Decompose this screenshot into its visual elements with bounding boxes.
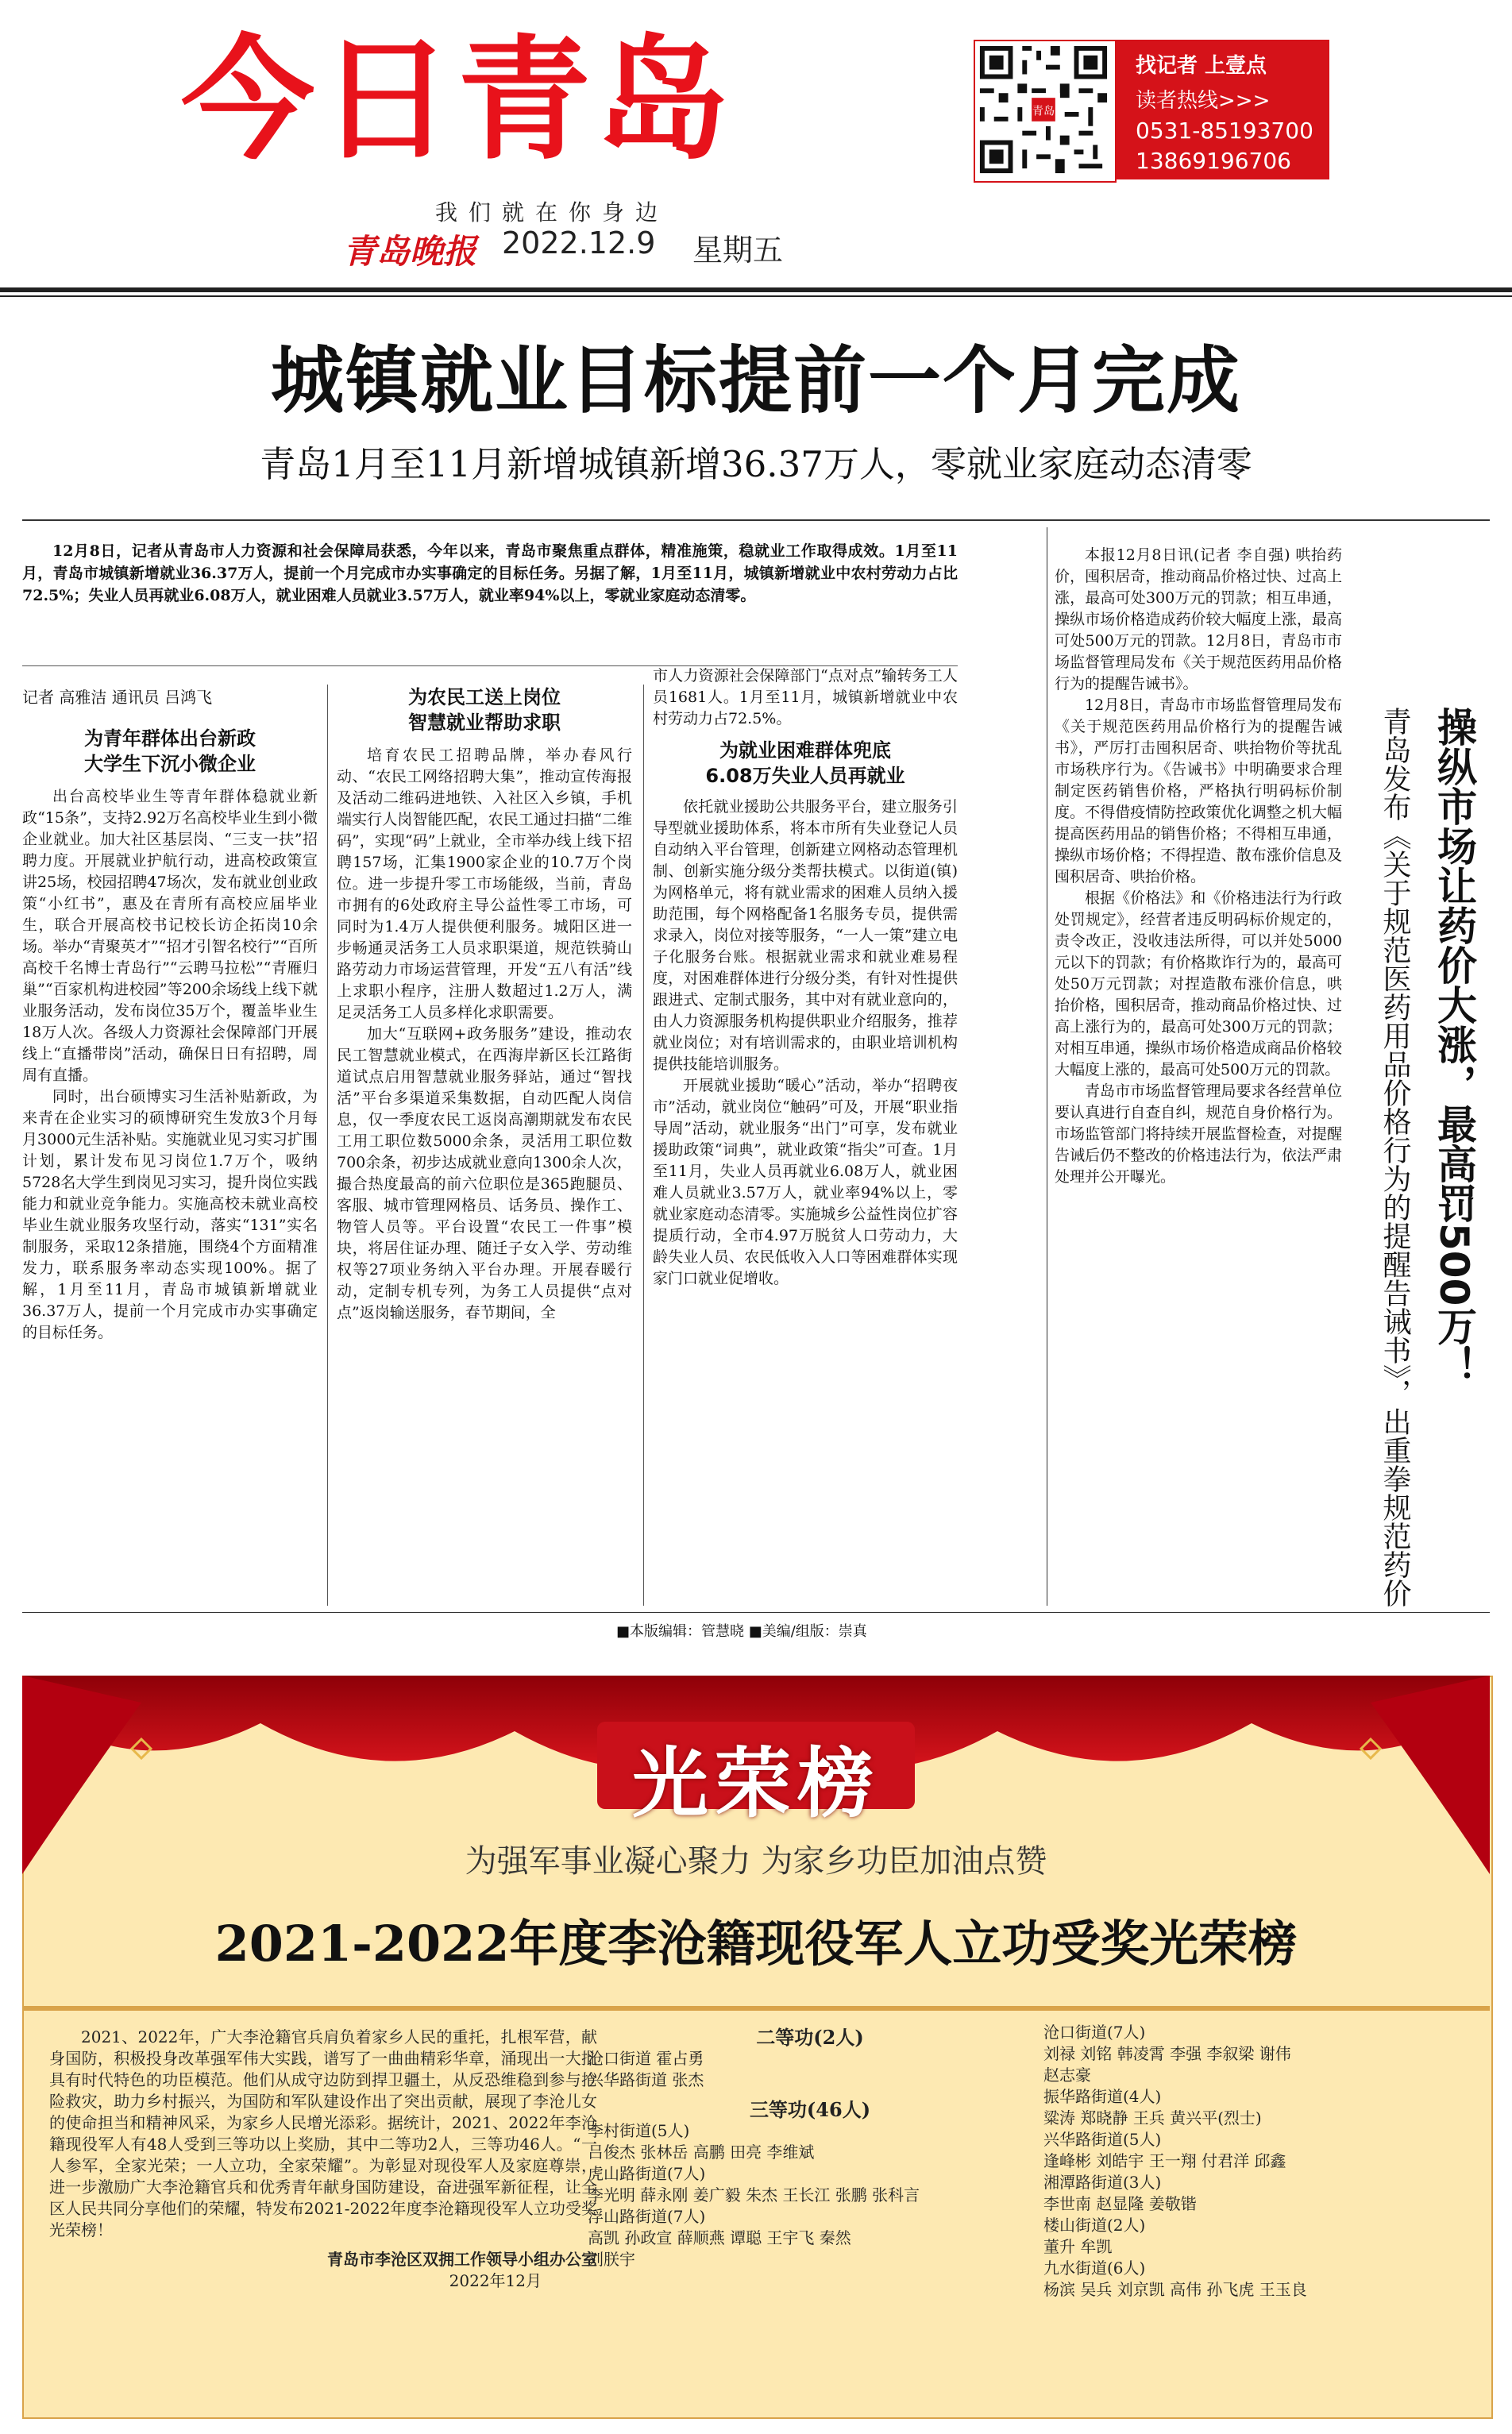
column-divider (643, 685, 644, 1606)
hotline-phone-1[interactable]: 0531-85193700 (1136, 118, 1313, 144)
column-divider (327, 685, 328, 1606)
honor-list-line: 振华路街道(4人) (1043, 2087, 1162, 2106)
footer-rule (22, 1612, 1490, 1613)
honor-list-line: 刘禄 刘铭 韩凌霄 李强 李叙梁 谢伟 (1043, 2044, 1291, 2063)
honor-roll-headline: 2021-2022年度李沧籍现役军人立功受奖光荣榜 (214, 1915, 1298, 1973)
article-subheadline: 青岛1月至11月新增城镇新增36.37万人，零就业家庭动态清零 (260, 443, 1252, 485)
side-paragraph: 青岛市市场监督管理局要求各经营单位要认真进行自查自纠，规范自身价格行为。市场监管部门将持续开展监督检查，对提醒告诫后仍不整改的价格违法行为，依法严肃处理并公开曝光。 (1055, 1082, 1342, 1186)
honor-list-line: 沧口街道(7人) (1043, 2023, 1146, 2042)
side-paragraph: 根据《价格法》和《价格违法行为行政处罚规定》，经营者违反明码标价规定的，责令改正，没收违法所得，可以并处5000元以下的罚款；有价格欺诈行为的，最高可处50万元罚款；对捏造散布涨价信息，哄抬价格，囤积居奇，推动商品价格过快、过高上涨行为的，最高可处300万元的罚款；对相互串通，操纵市场价格造成商品价格较大幅度上涨的，最高可处500万元的罚款。 (1055, 889, 1342, 1078)
hotline-box (1115, 40, 1329, 179)
qr-logo-text: 青岛 (1032, 105, 1055, 118)
masthead-rule (0, 287, 1512, 292)
honor-list-line: 杨滨 吴兵 刘京凯 高伟 孙飞虎 王玉良 (1043, 2280, 1307, 2299)
col1-paragraph: 出台高校毕业生等青年群体稳就业新政“15条”，支持2.92万名高校毕业生到小微企业就业。加大社区基层岗、“三支一扶”招聘力度。开展就业护航行动，进高校政策宣讲25场，校园招聘47场次，发布就业创业政策“小红书”，惠及在青所有高校应届毕业生，联合开展高校书记校长访企拓岗10余场。举办“青聚英才”“招才引智名校行”“百所高校千名博士青岛行”“云聘马拉松”“青雁归巢”“百家机构进校园”等200余场线上线下就业服务活动，发布岗位35万个，覆盖毕业生18万人次。各级人力资源社会保障部门开展线上“直播带岗”活动，确保日日有招聘，周周有直播。 (22, 788, 318, 1084)
qr-code-icon (975, 41, 1112, 178)
honor-issued-date: 2022年12月 (449, 2271, 542, 2290)
article-headline: 城镇就业目标提前一个月完成 (270, 338, 1241, 423)
honor-list-line: 浮山路街道(7人) (588, 2207, 706, 2226)
hotline-phone-2[interactable]: 13869196706 (1136, 148, 1291, 174)
col3-paragraph: 开展就业援助“暖心”活动，举办“招聘夜市”活动，就业岗位“触码”可及，开展“职业指导周”活动，就业服务“出门”可享，发布就业援助政策“词典”，就业政策“指尖”可查。1月至11月，失业人员再就业6.08万人，就业困难人员就业3.57万人，就业率94%以上，零就业家庭动态清零。实施城乡公益性岗位扩容提质行动，全市4.97万脱贫人口劳动力，大龄失业人员、农民低收入人口等困难群体实现家门口就业促增收。 (653, 1077, 958, 1287)
honor-list-line: 赵志豪 (1043, 2066, 1091, 2085)
col3-paragraph: 依托就业援助公共服务平台，建立服务引导型就业援助体系，将本市所有失业登记人员自动纳入平台管理，创新建立网格动态管理机制、创新实施分级分类帮扶模式。以街道(镇)为网格单元，将有就业需求的困难人员纳入援助范围，每个网格配备1名服务专员，提供需求录入，岗位对接等服务，“一人一策”建立电子化服务台账。根据就业需求和就业难易程度，对困难群体进行分级分类，有针对性提供跟进式、定制式服务，其中对有就业意向的，由人力资源服务机构提供职业介绍服务，推荐就业岗位；对有培训需求的，由职业培训机构提供技能培训服务。 (653, 798, 958, 1073)
col1-paragraph: 同时，出台硕博实习生活补贴新政，为来青在企业实习的硕博研究生发放3个月每月3000元生活补贴。实施就业见习实习扩围计划，累计发布见习岗位1.7万个，吸纳5728名大学生到岗见习实习，提升岗位实践能力和就业竞争能力。实施高校未就业高校毕业生就业服务攻坚行动，落实“131”实名制服务，采取12条措施，围绕4个方面精准发力，联系服务率动态实现100%。据了解，1月至11月，青岛市城镇新增就业36.37万人，提前一个月完成市办实事确定的目标任务。 (22, 1088, 318, 1341)
article-lead: 12月8日，记者从青岛市人力资源和社会保障局获悉，今年以来，青岛市聚焦重点群体，精准施策，稳就业工作取得成效。1月至11月，青岛市城镇新增就业36.37万人，提前一个月完成市办实事确定的目标任务。另据了解，1月至11月，城镇新增就业中农村劳动力占比72.5%；失业人员再就业6.08万人，就业困难人员就业3.57万人，就业率94%以上，零就业家庭动态清零。 (22, 542, 958, 604)
col3-paragraph: 市人力资源社会保障部门“点对点”输转务工人员1681人。1月至11月，城镇新增就业中农村劳动力占72.5%。 (653, 667, 958, 727)
col1-subhead-1: 为青年群体出台新政 (84, 727, 256, 750)
honor-rule (22, 2006, 1490, 2011)
col3-subhead-1: 为就业困难群体兜底 (719, 739, 891, 762)
honor-list-line: 刘朕宇 (588, 2250, 635, 2269)
side-article-headline: 操纵市场让药价大涨，最高罚500万！ (1431, 707, 1477, 1386)
hotline-slogan: 找记者 上壹点 (1136, 54, 1267, 78)
honor-list-line: 虎山路街道(7人) (588, 2164, 706, 2183)
side-paragraph: 本报12月8日讯(记者 李自强) 哄抬药价，囤积居奇，推动商品价格过快、过高上涨，最高可处300万元的罚款；相互串通，操纵市场价格造成药价较大幅度上涨，最高可处500万元的罚款。12月8日，青岛市市场监督管理局发布《关于规范医药用品价格行为的提醒告诫书》。 (1055, 546, 1342, 692)
honor-list-right (1043, 2022, 1472, 2301)
honor-list-line: 兴华路街道(5人) (1043, 2130, 1162, 2149)
honor-list-line: 湘潭路街道(3人) (1043, 2173, 1162, 2192)
side-paragraph: 12月8日，青岛市市场监督管理局发布《关于规范医药用品价格行为的提醒告诫书》，严厉打击囤积居奇、哄抬物价等扰乱市场秩序行为。《告诫书》中明确要求合理制定医药销售价格，严格执行明码标价制度。不得借疫情防控政策优化调整之机大幅提高医药用品的销售价格；不得相互串通，操纵市场价格；不得捏造、散布涨价信息及囤积居奇、哄抬价格。 (1055, 696, 1342, 885)
hotline-label: 读者热线>>> (1136, 89, 1271, 113)
masthead-date: 2022.12.9 (502, 226, 656, 260)
masthead-rule-thin (0, 295, 1512, 297)
article-byline: 记者 高雅洁 通讯员 吕鸿飞 (22, 688, 213, 707)
editor-credit: ■本版编辑：管慧晓 ■美编/组版：崇真 (616, 1623, 867, 1640)
honor-list-line: 粱涛 郑晓静 王兵 黄兴平(烈士) (1043, 2108, 1262, 2127)
col2-paragraph: 加大“互联网+政务服务”建设，推动农民工智慧就业模式，在西海岸新区长江路街道试点启用智慧就业服务驿站，通过“智找活”平台多渠道采集数据，自动匹配人岗信息，仅一季度农民工返岗高潮期就发布农民工用工职位数5000余条，灵活用工职位数700余条，初步达成就业意向1300余人次，撮合热度最高的前六位职位是365跑腿员、客服、城市管理网格员、话务员、操作工、物管人员等。平台设置“农民工一件事”模块，将居住证办理、随迁子女入学、劳动维权等27项业务纳入平台办理。开展春暖行动，定制专机专列，为务工人员提供“点对点”返岗输送服务，春节期间，全 (337, 1025, 632, 1321)
honor-list-line: 李村街道(5人) (588, 2121, 690, 2140)
masthead-weekday: 星期五 (692, 233, 784, 268)
col1-subhead-2: 大学生下沉小微企业 (84, 753, 256, 775)
honor-roll-slogan: 为强军事业凝心聚力 为家乡功臣加油点赞 (465, 1843, 1047, 1880)
third-class-title: 三等功(46人) (749, 2098, 871, 2121)
honor-list-line: 董升 牟凯 (1043, 2237, 1113, 2256)
honor-list-line: 高凯 孙政宣 薛顺燕 谭聪 王宇飞 秦然 (588, 2228, 851, 2247)
masthead-title: 今日青岛 (181, 22, 734, 178)
honor-list-line: 李光明 薛永刚 姜广毅 朱杰 王长江 张鹏 张科言 (588, 2185, 920, 2204)
honor-list-line: 吕俊杰 张林岳 高鹏 田亮 李维斌 (588, 2143, 815, 2162)
col2-subhead-1: 为农民工送上岗位 (408, 686, 561, 708)
honor-issuer: 青岛市李沧区双拥工作领导小组办公室 (327, 2250, 597, 2269)
honor-list-line: 沧口街道 霍占勇 (588, 2049, 704, 2068)
honor-list-line: 楼山街道(2人) (1043, 2216, 1146, 2235)
column-3 (653, 665, 958, 1290)
honor-list-line: 兴华路街道 张杰 (588, 2070, 704, 2089)
honor-list-line: 逢峰彬 刘皓宇 王一翔 付君洋 邱鑫 (1043, 2151, 1286, 2170)
honor-roll-title: 光荣榜 (632, 1739, 880, 1828)
col2-paragraph: 培育农民工招聘品牌，举办春风行动、“农民工网络招聘大集”，推动宣传海报及活动二维码进地铁、入社区入乡镇，手机端实行人岗智能匹配，农民工通过扫描“二维码”，实现“码”上就业，全市举办线上线下招聘157场，汇集1900家企业的10.7万个岗位。进一步提升零工市场能级，当前，青岛市拥有的6处政府主导公益性零工市场，可同时为1.4万人提供便利服务。城阳区进一步畅通灵活务工人员求职渠道，规范铁骑山路劳动力市场运营管理，开发“五八有活”线上求职小程序，注册人数超过1.2万人，满足灵活务工人员多样化求职需要。 (337, 746, 632, 1021)
masthead-slogan: 我们就在你身边 (435, 199, 669, 226)
honor-intro-text: 2021、2022年，广大李沧籍官兵肩负着家乡人民的重托，扎根军营，献身国防，积极投身改革强军伟大实践，谱写了一曲曲精彩华章，涌现出一大批具有时代特色的功臣模范。他们从成守边防到捍卫疆土，从反恐维稳到参与抢险救灾，助力乡村振兴，为国防和军队建设作出了突出贡献，展现了李沧儿女的使命担当和精神风采，为家乡人民增光添彩。据统计，2021、2022年李沧籍现役军人有48人受到三等功以上奖励，其中二等功2人，三等功46人。“一人参军，全家光荣；一人立功，全家荣耀”。为彰显对现役军人及家庭尊崇，进一步激励广大李沧籍官兵和优秀青年献身国防建设，奋进强军新征程，让全区人民共同分享他们的荣耀，特发布2021-2022年度李沧籍现役军人立功受奖光荣榜！ (49, 2027, 597, 2239)
col2-subhead-2: 智慧就业帮助求职 (408, 712, 561, 734)
masthead-paper-name: 青岛晚报 (343, 232, 477, 271)
col3-subhead-2: 6.08万失业人员再就业 (705, 765, 905, 787)
column-1 (22, 726, 318, 1344)
headline-rule (22, 519, 1490, 521)
qr-code[interactable] (974, 40, 1117, 183)
column-2 (337, 685, 632, 1324)
honor-list-line: 李世南 赵显隆 姜敬锴 (1043, 2194, 1197, 2213)
side-article (1055, 545, 1342, 1188)
side-article-subheadline: 青岛发布《关于规范医药用品价格行为的提醒告诫书》，出重拳规范药价 (1379, 707, 1411, 1607)
second-class-title: 二等功(2人) (756, 2026, 864, 2049)
honor-intro (49, 2027, 597, 2292)
honor-list-line: 九水街道(6人) (1043, 2258, 1146, 2278)
honor-list-middle (588, 2027, 1032, 2270)
